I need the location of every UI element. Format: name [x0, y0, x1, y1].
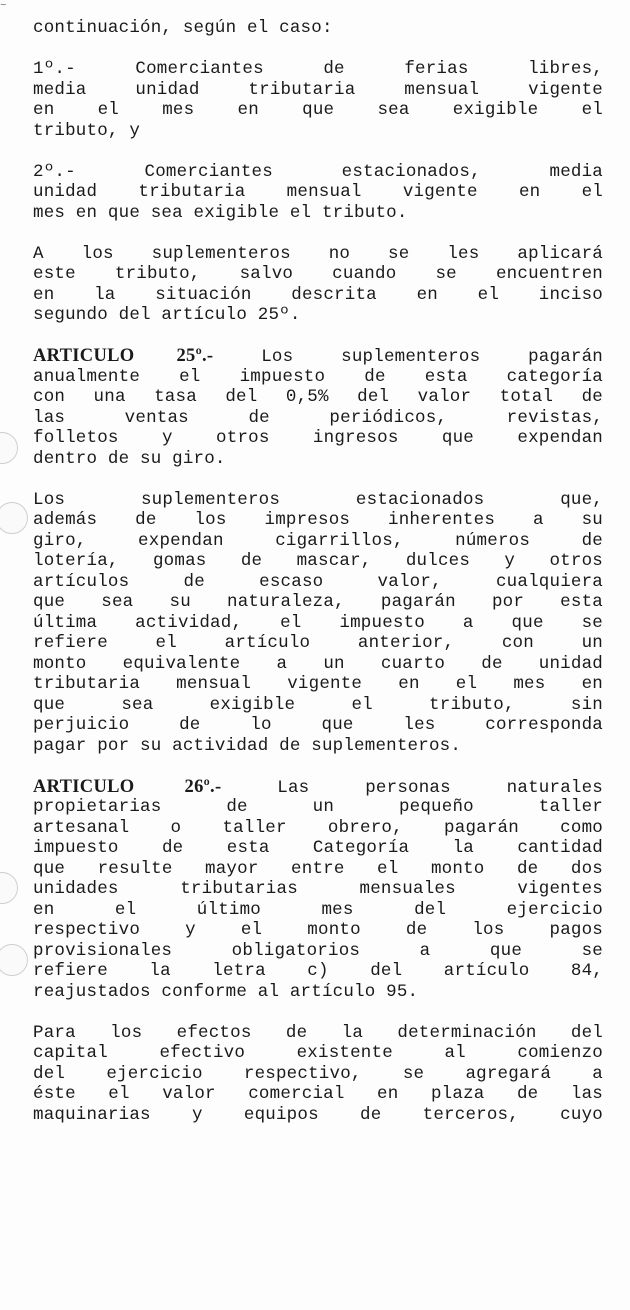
text-line	[33, 818, 603, 839]
punch-hole-left-1	[0, 432, 18, 464]
text-line	[33, 121, 603, 142]
text-line	[33, 408, 603, 429]
line-text: Las personas naturales	[221, 777, 603, 797]
text-line	[33, 1084, 603, 1105]
line-text: 1º.- Comerciantes de ferias libres,	[33, 59, 603, 79]
line-text: reajustados conforme al artículo 95.	[33, 981, 419, 1002]
line-text: perjuicio de lo que les corresponda	[33, 715, 603, 735]
line-text: folletos y otros ingresos que expendan	[33, 428, 603, 448]
line-text: tributaria mensual vigente en el mes en	[33, 674, 603, 694]
punch-hole-left-2	[0, 502, 28, 534]
text-line	[33, 59, 603, 80]
line-text: Los suplementeros pagarán	[213, 347, 603, 367]
text-line	[33, 674, 603, 695]
line-text: continuación, según el caso:	[33, 18, 333, 38]
line-text: tributo, y	[33, 120, 141, 141]
line-text: impuesto de esta Categoría la cantidad	[33, 838, 603, 858]
line-text: refiere la letra c) del artículo 84,	[33, 961, 603, 981]
corner-mark: ~	[0, 0, 7, 9]
text-line	[33, 531, 603, 552]
punch-hole-left-3	[0, 872, 18, 904]
line-text: refiere el artículo anterior, con un	[33, 633, 603, 653]
line-text: además de los impresos inherentes a su	[33, 510, 603, 530]
text-line	[33, 244, 603, 265]
text-line	[33, 941, 603, 962]
text-line	[33, 490, 603, 511]
line-text: monto equivalente a un cuarto de unidad	[33, 653, 603, 674]
text-line	[33, 285, 603, 306]
text-line	[33, 777, 603, 798]
text-line	[33, 100, 603, 121]
text-line	[33, 305, 603, 326]
article-heading: ARTICULO 25º.-	[33, 346, 214, 366]
text-line	[33, 80, 603, 101]
line-text: propietarias de un pequeño taller	[33, 797, 603, 817]
text-line	[33, 633, 603, 654]
text-line	[33, 367, 603, 388]
line-text: en el mes en que sea exigible el	[33, 100, 603, 120]
line-text: unidades tributarias mensuales vigentes	[33, 879, 603, 899]
text-line	[33, 428, 603, 449]
text-line	[33, 736, 603, 757]
punch-hole-left-4	[0, 944, 28, 976]
line-text: lotería, gomas de mascar, dulces y otros	[33, 551, 603, 571]
paragraph-gap	[33, 223, 603, 244]
text-line	[33, 182, 603, 203]
line-text: provisionales obligatorios a que se	[33, 940, 603, 961]
paragraph-gap	[33, 756, 603, 777]
line-text: pagar por su actividad de suplementeros.	[33, 735, 462, 756]
text-line	[33, 387, 603, 408]
line-text: Los suplementeros estacionados que,	[33, 489, 603, 510]
line-text: maquinarias y equipos de terceros, cuyo	[33, 1104, 603, 1125]
paragraph-gap	[33, 39, 603, 60]
text-line	[33, 264, 603, 285]
text-line	[33, 859, 603, 880]
line-text: en el último mes del ejercicio	[33, 899, 603, 920]
text-line	[33, 797, 603, 818]
text-line	[33, 982, 603, 1003]
line-text: que sea exigible el tributo, sin	[33, 694, 603, 715]
line-text: que resulte mayor entre el monto de dos	[33, 858, 603, 879]
text-line	[33, 961, 603, 982]
text-line	[33, 203, 603, 224]
text-line	[33, 695, 603, 716]
article-heading: ARTICULO 26º.-	[33, 776, 222, 797]
paragraph-gap	[33, 469, 603, 490]
line-text: dentro de su giro.	[33, 448, 226, 469]
text-line	[33, 715, 603, 736]
text-line	[33, 592, 603, 613]
text-line	[33, 572, 603, 593]
text-line	[33, 1023, 603, 1044]
paragraph-gap	[33, 326, 603, 347]
line-text: este tributo, salvo cuando se encuentren	[33, 264, 603, 284]
line-text: giro, expendan cigarrillos, números de	[33, 530, 603, 551]
text-line	[33, 346, 603, 367]
line-text: respectivo y el monto de los pagos	[33, 920, 603, 940]
line-text: anualmente el impuesto de esta categoría	[33, 366, 603, 387]
text-line	[33, 613, 603, 634]
line-text: media unidad tributaria mensual vigente	[33, 79, 603, 100]
line-text: con una tasa del 0,5% del valor total de	[33, 387, 603, 407]
text-line	[33, 1064, 603, 1085]
paragraph-gap	[33, 1002, 603, 1023]
text-line	[33, 654, 603, 675]
line-text: segundo del artículo 25º.	[33, 305, 301, 325]
text-line	[33, 879, 603, 900]
text-line	[33, 1043, 603, 1064]
text-line	[33, 920, 603, 941]
line-text: del ejercicio respectivo, se agregará a	[33, 1063, 603, 1084]
line-text: A los suplementeros no se les aplicará	[33, 243, 603, 264]
line-text: mes en que sea exigible el tributo.	[33, 202, 408, 223]
text-line	[33, 1105, 603, 1126]
document-body	[33, 18, 603, 1125]
line-text: en la situación descrita en el inciso	[33, 284, 603, 305]
line-text: las ventas de periódicos, revistas,	[33, 407, 603, 428]
text-line	[33, 18, 603, 39]
line-text: Para los efectos de la determinación del	[33, 1022, 603, 1043]
text-line	[33, 449, 603, 470]
paragraph-gap	[33, 141, 603, 162]
text-line	[33, 510, 603, 531]
line-text: capital efectivo existente al comienzo	[33, 1043, 603, 1063]
line-text: última actividad, el impuesto a que se	[33, 612, 603, 633]
text-line	[33, 838, 603, 859]
line-text: artesanal o taller obrero, pagarán como	[33, 817, 603, 838]
line-text: 2º.- Comerciantes estacionados, media	[33, 161, 603, 182]
text-line	[33, 551, 603, 572]
text-line	[33, 900, 603, 921]
line-text: que sea su naturaleza, pagarán por esta	[33, 592, 603, 612]
line-text: éste el valor comercial en plaza de las	[33, 1084, 603, 1104]
line-text: artículos de escaso valor, cualquiera	[33, 571, 603, 592]
text-line	[33, 162, 603, 183]
line-text: unidad tributaria mensual vigente en el	[33, 182, 603, 202]
